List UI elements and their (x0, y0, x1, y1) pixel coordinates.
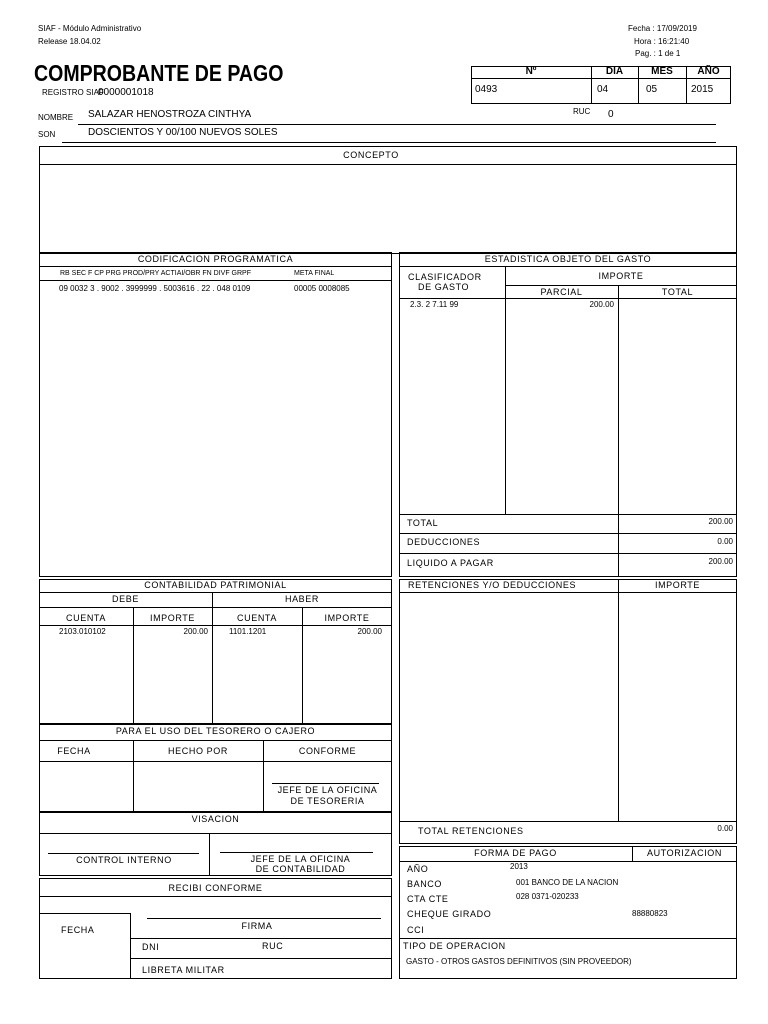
haber-cuenta-value: 1101.1201 (229, 627, 267, 636)
system-name: SIAF - Módulo Administrativo (38, 24, 142, 33)
print-time: Hora : 16:21:40 (634, 37, 690, 46)
retenciones-title: RETENCIONES Y/O DEDUCCIONES (408, 580, 577, 590)
codificacion-box (39, 252, 392, 577)
deducciones-value: 0.00 (717, 537, 733, 546)
release-version: Release 18.04.02 (38, 37, 101, 46)
son-label: SON (38, 130, 56, 139)
cci-label: CCI (407, 925, 425, 935)
total-label: TOTAL (407, 518, 439, 528)
jefe-contabilidad-line2: DE CONTABILIDAD (255, 864, 346, 874)
numero-value: 0493 (475, 84, 498, 95)
banco-label: BANCO (407, 879, 443, 889)
importe-header: IMPORTE (598, 271, 644, 281)
debe-importe-header: IMPORTE (149, 613, 196, 623)
haber-importe-header: IMPORTE (324, 613, 370, 623)
debe-importe-value: 200.00 (183, 627, 208, 636)
total-header: TOTAL (661, 287, 694, 297)
cheque-girado-value: 88880823 (632, 909, 668, 918)
dni-label: DNI (142, 942, 160, 952)
deducciones-label: DEDUCCIONES (407, 537, 481, 547)
clasificador-header-line1: CLASIFICADOR (408, 272, 482, 282)
recibi-fecha-label: FECHA (61, 925, 95, 935)
haber-importe-value: 200.00 (357, 627, 382, 636)
liquido-label: LIQUIDO A PAGAR (407, 558, 494, 568)
banco-value: 001 BANCO DE LA NACION (516, 878, 619, 887)
mes-header: MES (651, 66, 673, 77)
son-value: DOSCIENTOS Y 00/100 NUEVOS SOLES (88, 127, 278, 138)
total-retenciones-label: TOTAL RETENCIONES (418, 826, 524, 836)
tesorero-hecho-por-header: HECHO POR (168, 746, 228, 756)
concepto-box (39, 146, 737, 254)
registro-siaf-label: REGISTRO SIAF (42, 88, 104, 97)
dia-value: 04 (597, 84, 609, 95)
debe-header: DEBE (112, 594, 139, 604)
haber-header: HABER (284, 594, 319, 604)
control-interno-label: CONTROL INTERNO (76, 855, 172, 865)
autorizacion-header: AUTORIZACION (646, 848, 723, 858)
debe-cuenta-value: 2103.010102 (59, 627, 106, 636)
jefe-tesoreria-line1: JEFE DE LA OFICINA (277, 785, 378, 795)
jefe-contabilidad-line1: JEFE DE LA OFICINA (250, 854, 351, 864)
numero-header: Nº (525, 66, 537, 77)
estadistica-title: ESTADISTICA OBJETO DEL GASTO (484, 254, 652, 264)
total-retenciones-value: 0.00 (717, 824, 733, 833)
firma-label: FIRMA (241, 921, 273, 931)
tesorero-title: PARA EL USO DEL TESORERO O CAJERO (115, 726, 316, 736)
debe-cuenta-header: CUENTA (66, 613, 106, 623)
codificacion-columns: RB SEC F CP PRG PROD/PRY ACTIAI/OBR FN DIVF GRPF (60, 270, 251, 277)
parcial-header: PARCIAL (540, 287, 583, 297)
dia-header: DIA (605, 66, 624, 77)
tesorero-conforme-header: CONFORME (298, 746, 357, 756)
registro-siaf-value: 0000001018 (98, 87, 154, 98)
visacion-title: VISACION (191, 814, 240, 824)
clasificador-header-line2: DE GASTO (418, 282, 470, 292)
cheque-girado-label: CHEQUE GIRADO (407, 909, 492, 919)
forma-pago-title: FORMA DE PAGO (474, 848, 557, 858)
mes-value: 05 (646, 84, 658, 95)
document-title: COMPROBANTE DE PAGO (34, 60, 284, 86)
retenciones-importe-header: IMPORTE (654, 580, 701, 590)
forma-anio-label: AÑO (407, 864, 429, 874)
meta-final-header: META FINAL (294, 270, 335, 277)
anio-header: AÑO (697, 66, 720, 77)
libreta-militar-label: LIBRETA MILITAR (142, 965, 225, 975)
ruc-label: RUC (573, 107, 591, 116)
forma-anio-value: 2013 (510, 862, 528, 871)
contabilidad-signature-line (220, 852, 373, 853)
page-number: Pag. : 1 de 1 (635, 49, 681, 58)
retenciones-box (399, 579, 737, 844)
recibi-title: RECIBI CONFORME (168, 883, 263, 893)
haber-cuenta-header: CUENTA (237, 613, 277, 623)
meta-final-value: 00005 0008085 (294, 284, 350, 293)
control-interno-signature-line (48, 853, 199, 854)
codificacion-title: CODIFICACION PROGRAMATICA (137, 254, 294, 264)
liquido-value: 200.00 (708, 557, 733, 566)
recibi-ruc-label: RUC (262, 941, 284, 951)
nombre-value: SALAZAR HENOSTROZA CINTHYA (88, 109, 252, 120)
parcial-value: 200.00 (589, 300, 614, 309)
tipo-operacion-value: GASTO - OTROS GASTOS DEFINITIVOS (SIN PROVEEDOR) (406, 957, 632, 966)
tesoreria-signature-line (272, 783, 379, 784)
contabilidad-title: CONTABILIDAD PATRIMONIAL (144, 580, 287, 590)
firma-signature-line (147, 918, 381, 919)
tipo-operacion-label: TIPO DE OPERACION (403, 941, 506, 951)
clasificador-value: 2.3. 2 7.11 99 (410, 300, 459, 309)
cta-cte-label: CTA CTE (407, 894, 449, 904)
total-value: 200.00 (708, 517, 733, 526)
print-date: Fecha : 17/09/2019 (628, 24, 697, 33)
jefe-tesoreria-line2: DE TESORERIA (290, 796, 365, 806)
tesorero-fecha-header: FECHA (57, 746, 91, 756)
anio-value: 2015 (691, 84, 714, 95)
ruc-value: 0 (608, 109, 614, 120)
concepto-title: CONCEPTO (343, 150, 399, 160)
nombre-label: NOMBRE (38, 113, 74, 122)
codificacion-row: 09 0032 3 . 9002 . 3999999 . 5003616 . 22 . 048 0109 (59, 284, 251, 293)
cta-cte-value: 028 0371-020233 (516, 892, 579, 901)
